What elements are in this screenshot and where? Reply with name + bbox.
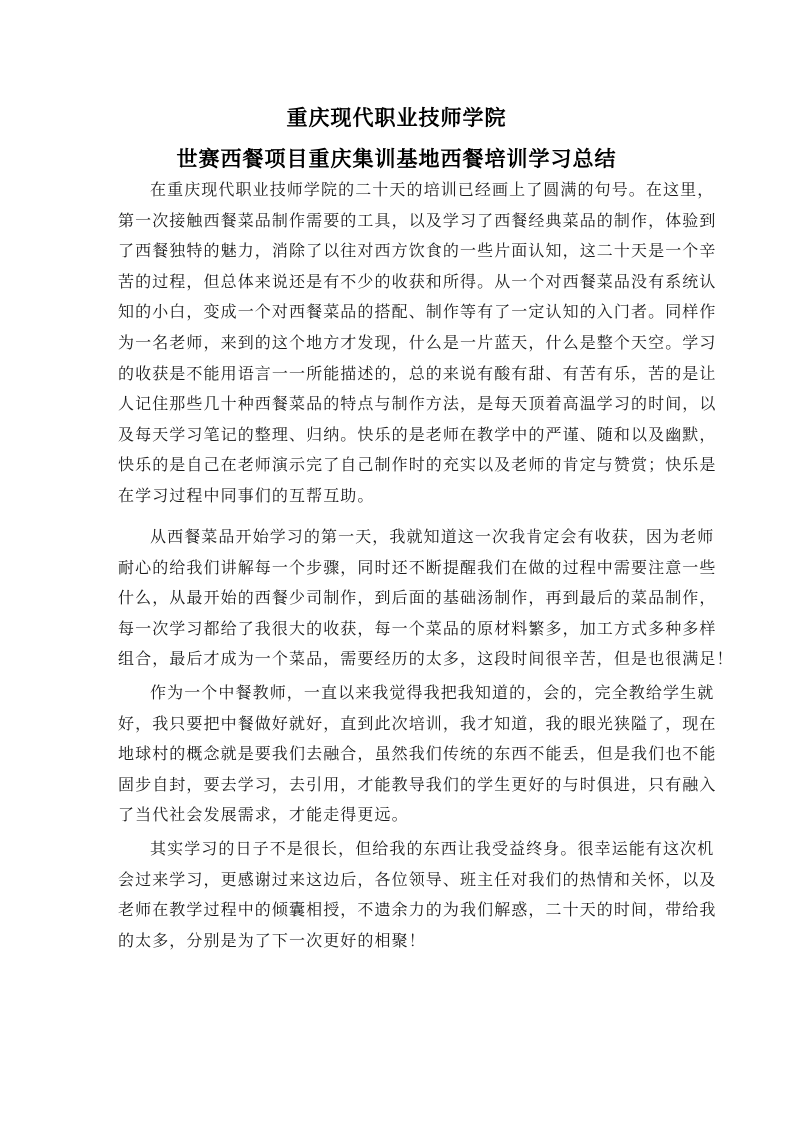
paragraph-2 bbox=[118, 522, 734, 675]
paragraph-line: 及每天学习笔记的整理、归纳。快乐的是老师在教学中的严谨、随和以及幽默， bbox=[118, 424, 717, 444]
paragraph-line: 组合，最后才成为一个菜品，需要经历的太多，这段时间很辛苦，但是也很满足！ bbox=[118, 649, 734, 669]
paragraph-line: 每一次学习都给了我很大的收获，每一个菜品的原材料繁多，加工方式多种多样 bbox=[118, 618, 717, 638]
document-subtitle: 世赛西餐项目重庆集训基地西餐培训学习总结 bbox=[176, 147, 617, 171]
paragraph-line: 的太多，分别是为了下一次更好的相聚！ bbox=[118, 930, 426, 950]
paragraph-line: 其实学习的日子不是很长，但给我的东西让我受益终身。很幸运能有这次机 bbox=[150, 839, 715, 858]
paragraph-line: 地球村的概念就是要我们去融合，虽然我们传统的东西不能丢，但是我们也不能 bbox=[118, 744, 717, 764]
paragraph-4 bbox=[118, 834, 717, 956]
school-title: 重庆现代职业技师学院 bbox=[286, 106, 507, 130]
paragraph-1 bbox=[118, 175, 717, 512]
paragraph-line: 什么，从最开始的西餐少司制作，到后面的基础汤制作，再到最后的菜品制作， bbox=[118, 588, 717, 608]
paragraph-3 bbox=[118, 678, 717, 831]
paragraph-line: 的收获是不能用语言一一所能描述的，总的来说有酸有甜、有苦有乐，苦的是让 bbox=[118, 363, 717, 383]
paragraph-line: 老师在教学过程中的倾囊相授，不遗余力的为我们解惑，二十天的时间，带给我 bbox=[118, 900, 717, 920]
paragraph-line: 了西餐独特的魅力，消除了以往对西方饮食的一些片面认知，这二十天是一个辛 bbox=[118, 241, 717, 261]
paragraph-line: 人记住那些几十种西餐菜品的特点与制作方法，是每天顶着高温学习的时间，以 bbox=[118, 394, 717, 414]
paragraph-line: 知的小白，变成一个对西餐菜品的搭配、制作等有了一定认知的入门者。同样作 bbox=[118, 302, 717, 322]
paragraph-line: 作为一个中餐教师，一直以来我觉得我把我知道的，会的，完全教给学生就 bbox=[150, 683, 715, 702]
paragraph-line: 为一名老师，来到的这个地方才发现，什么是一片蓝天，什么是整个天空。学习 bbox=[118, 332, 717, 352]
paragraph-line: 在学习过程中同事们的互帮互助。 bbox=[118, 485, 375, 505]
paragraph-line: 快乐的是自己在老师演示完了自己制作时的充实以及老师的肯定与赞赏；快乐是 bbox=[118, 455, 717, 475]
paragraph-line: 固步自封，要去学习，去引用，才能教导我们的学生更好的与时俱进，只有融入 bbox=[118, 774, 717, 794]
paragraph-line: 好，我只要把中餐做好就好，直到此次培训，我才知道，我的眼光狭隘了，现在 bbox=[118, 713, 717, 733]
paragraph-line: 会过来学习，更感谢过来这边后，各位领导、班主任对我们的热情和关怀，以及 bbox=[118, 869, 717, 889]
paragraph-line: 在重庆现代职业技师学院的二十天的培训已经画上了圆满的句号。在这里， bbox=[150, 180, 715, 199]
paragraph-line: 从西餐菜品开始学习的第一天，我就知道这一次我肯定会有收获，因为老师 bbox=[150, 527, 715, 546]
paragraph-line: 苦的过程，但总体来说还是有不少的收获和所得。从一个对西餐菜品没有系统认 bbox=[118, 271, 717, 291]
paragraph-line: 了当代社会发展需求，才能走得更远。 bbox=[118, 805, 409, 825]
paragraph-line: 耐心的给我们讲解每一个步骤，同时还不断提醒我们在做的过程中需要注意一些 bbox=[118, 557, 717, 577]
paragraph-line: 第一次接触西餐菜品制作需要的工具，以及学习了西餐经典菜品的制作，体验到 bbox=[118, 210, 717, 230]
